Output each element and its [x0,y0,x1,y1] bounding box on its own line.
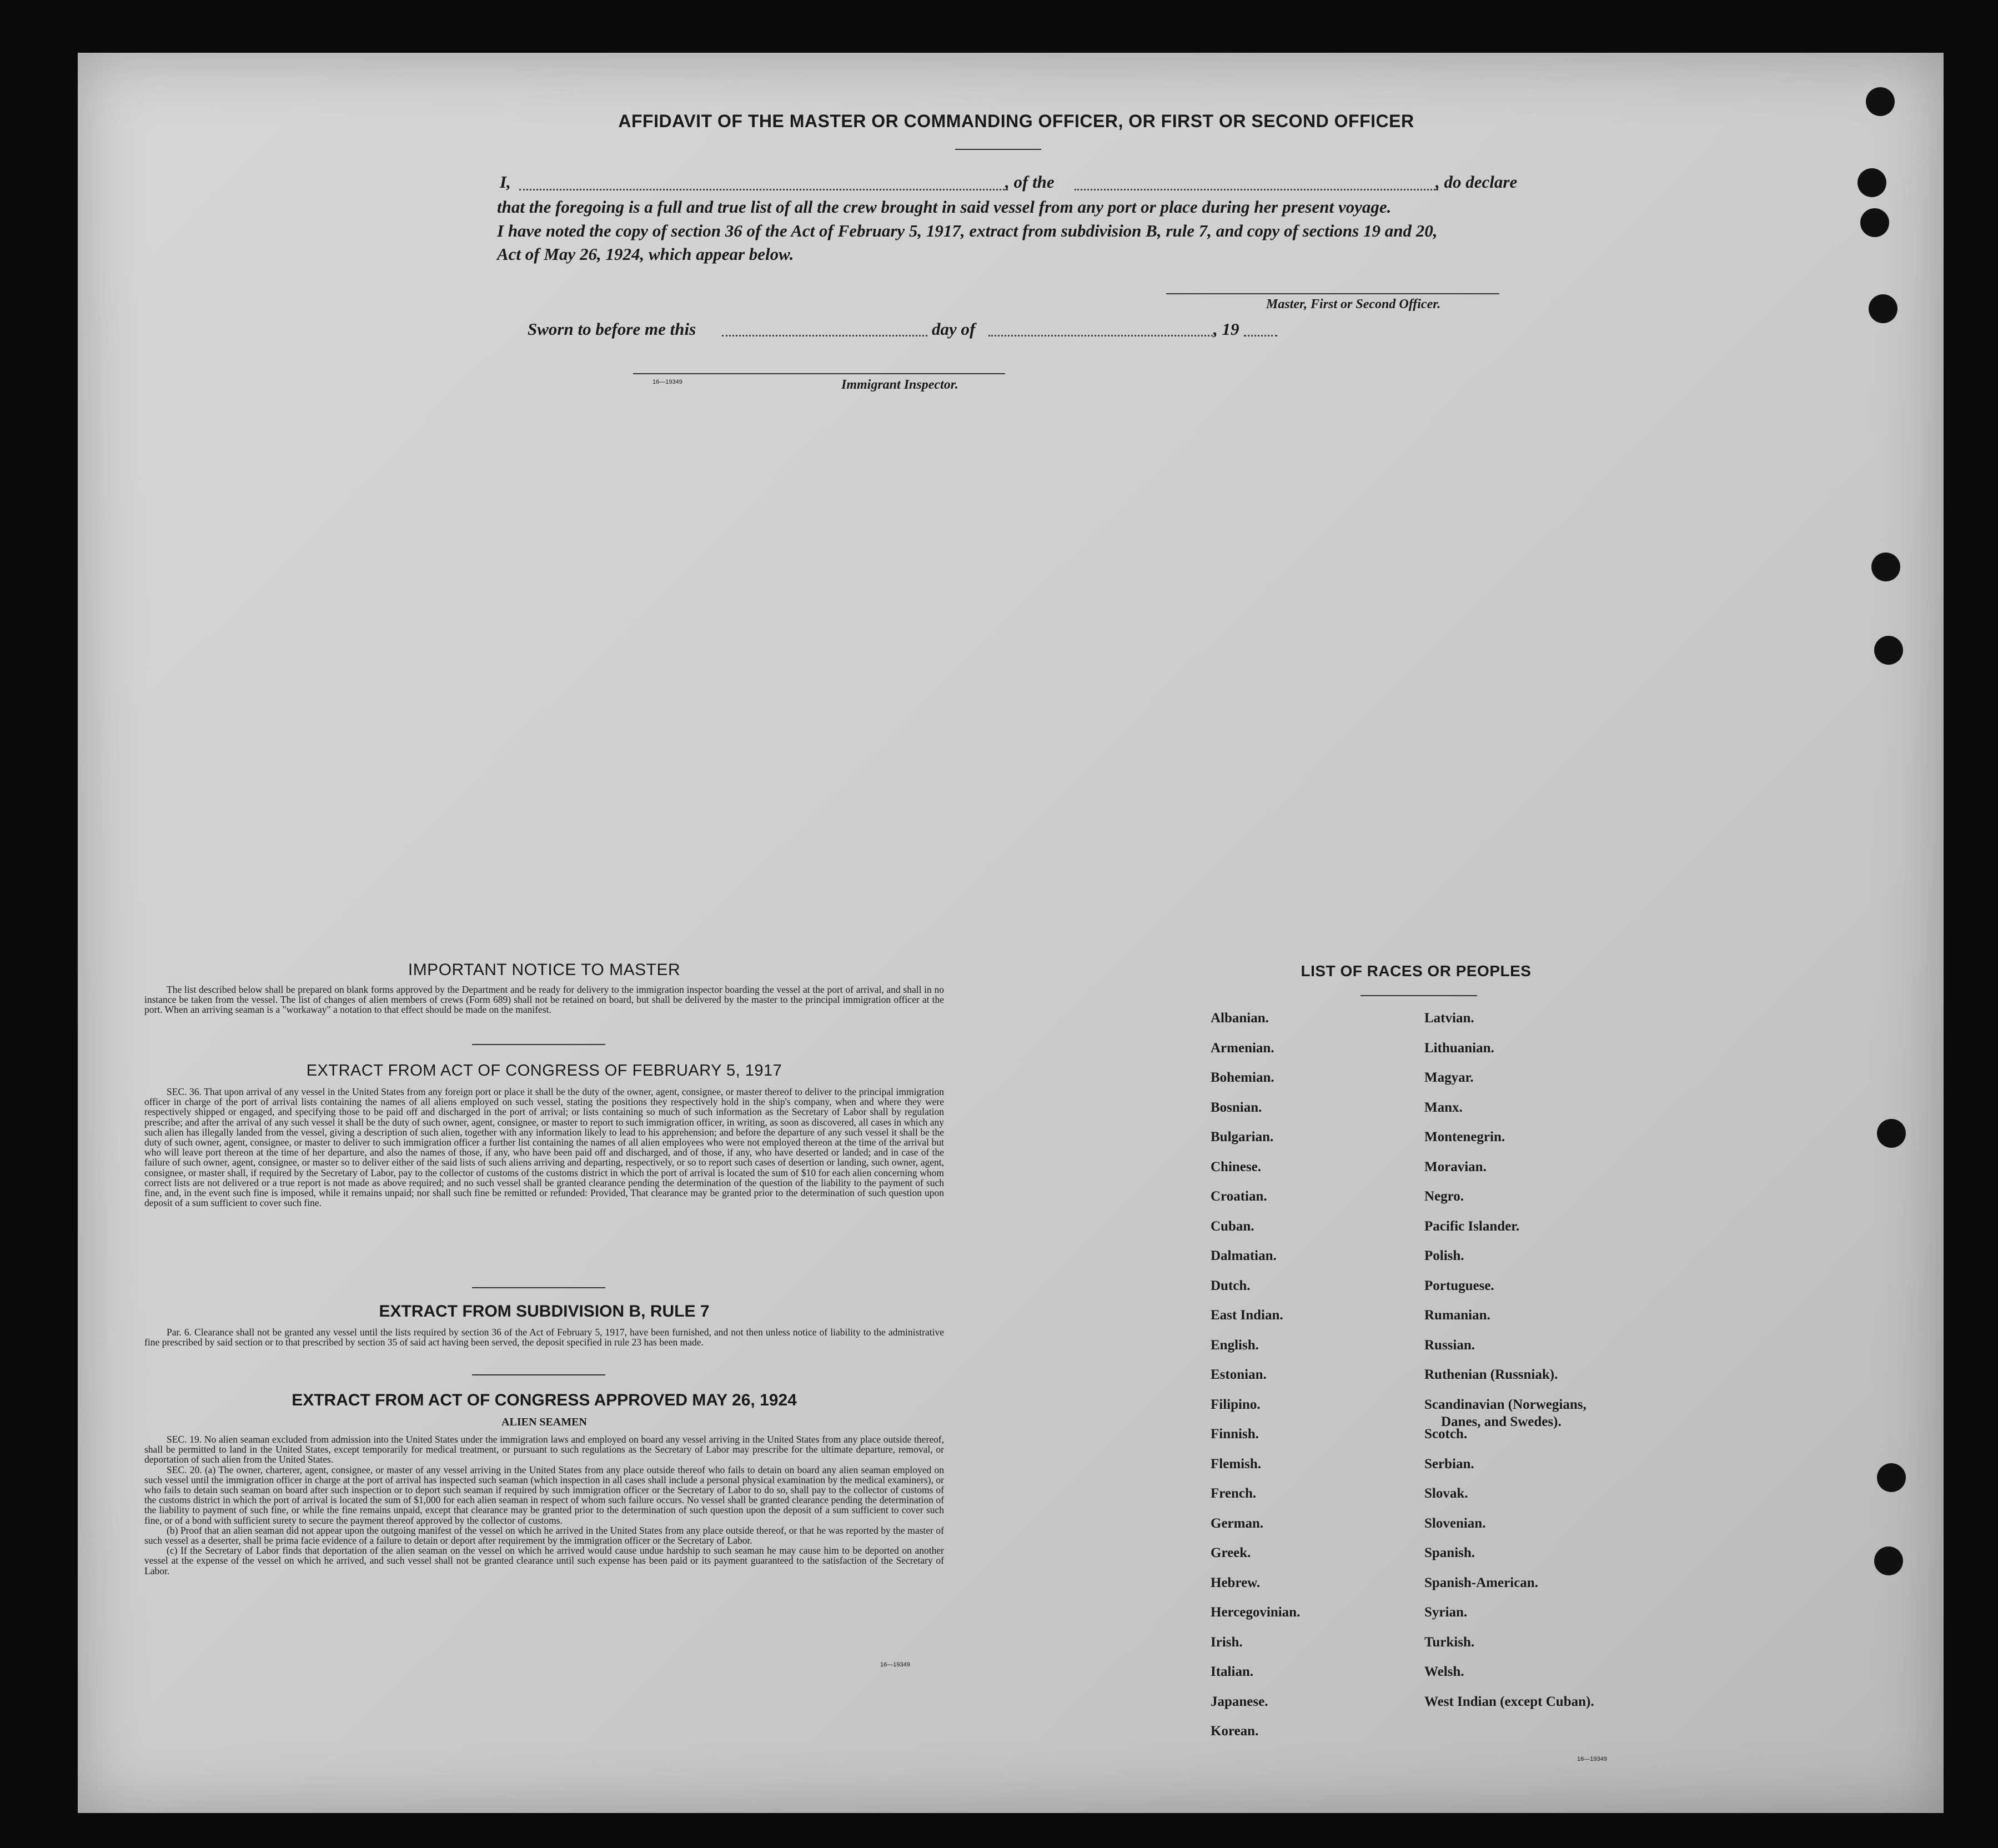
extract-rule7-title: EXTRACT FROM SUBDIVISION B, RULE 7 [379,1302,710,1320]
affidavit-line3: I have noted the copy of section 36 of the Act of February 5, 1917, extract from subdivision B, rule 7, and copy of sections 19 and 20, [497,221,1438,240]
race-item: Hercegovinian. [1211,1605,1301,1620]
extract-1924-sections [144,1434,944,1576]
extract-1924-title: EXTRACT FROM ACT OF CONGRESS APPROVED MAY 26, 1924 [292,1391,797,1409]
alien-seamen-subtitle: ALIEN SEAMEN [501,1416,587,1428]
sworn-day-blank[interactable] [722,335,927,337]
race-item: Slovak. [1424,1486,1468,1501]
race-item: Turkish. [1424,1634,1475,1650]
race-item: Pacific Islander. [1424,1218,1520,1234]
name-blank[interactable] [519,189,1008,190]
signature-line[interactable] [1166,293,1499,294]
race-item: Italian. [1211,1664,1254,1679]
race-item: Rumanian. [1424,1308,1490,1323]
race-item: Portuguese. [1424,1278,1494,1293]
affidavit-line4: Act of May 26, 1924, which appear below. [497,244,794,264]
inspector-signature-line[interactable] [633,373,1005,374]
master-signature-label: Master, First or Second Officer. [1266,297,1441,312]
race-item: Spanish. [1424,1545,1475,1560]
race-item: Flemish. [1211,1456,1261,1472]
race-item: Russian. [1424,1337,1475,1353]
race-item: Montenegrin. [1424,1129,1505,1144]
sec19-text: SEC. 19. No alien seaman excluded from admission into the United States under the immigration laws and employed on board any vessel arriving in the United States from any place outside thereof, shall be permitted to land in the United States, except temporarily for medical treatment, or pursuant to such regulations as the Secretary of Labor may prescribe for the ultimate departure, removal, or deportation of such alien from the United States. [144,1434,944,1465]
affidavit-of-the-label: , of the [1005,172,1055,192]
binder-hole-icon [1860,208,1889,237]
binder-hole-icon [1866,87,1895,116]
sworn-month-blank[interactable] [988,335,1216,337]
race-item: Filipino. [1211,1397,1261,1412]
race-item: German. [1211,1515,1264,1531]
form-code: 16—19349 [880,1661,910,1668]
race-item: Lithuanian. [1424,1040,1494,1056]
race-item: Scotch. [1424,1427,1468,1442]
race-item: Finnish. [1211,1427,1259,1442]
sec20c-text: (c) If the Secretary of Labor finds that deportation of the alien seaman on the vessel on which he arrived would cause undue hardship to such seaman he may cause him to be deported on another vessel at the expense of the vessel on which he arrived, and such vessel shall not be granted clearance until such expense has been paid or its payment guaranteed to the satisfaction of the Secretary of Labor. [144,1545,944,1576]
race-item: Bosnian. [1211,1099,1262,1115]
divider [472,1044,605,1045]
year-blank[interactable] [1244,335,1277,337]
race-item: Estonian. [1211,1367,1267,1382]
inspector-label: Immigrant Inspector. [841,378,958,392]
binder-hole-icon [1858,168,1886,197]
year-label: , 19 [1213,319,1239,339]
divider [955,149,1041,150]
race-item: Spanish-American. [1424,1575,1538,1590]
race-item: Bohemian. [1211,1070,1274,1085]
race-item: Chinese. [1211,1159,1261,1174]
notice-text: The list described below shall be prepared on blank forms approved by the Department and be ready for delivery to the immigration inspector boarding the vessel at the port of arrival, and shall in no instance be taken from the vessel. The list of changes of alien members of crews (Form 689) shall not be retained on board, but shall be delivered by the master to the principal immigration officer at the port. When an arriving seaman is a "workaway" a notation to that effect should be made on the manifest. [144,984,944,1016]
race-item: Japanese. [1211,1694,1268,1709]
race-item: Dutch. [1211,1278,1251,1293]
divider [1361,995,1477,996]
form-code: 16—19349 [652,379,682,385]
affidavit-line2: that the foregoing is a full and true list of all the crew brought in said vessel from any port or place during her present voyage. [497,197,1392,217]
race-item: Ruthenian (Russniak). [1424,1367,1558,1382]
affidavit-title: AFFIDAVIT OF THE MASTER OR COMMANDING OFFICER, OR FIRST OR SECOND OFFICER [618,111,1414,131]
notice-title: IMPORTANT NOTICE TO MASTER [408,961,681,979]
extract-1917-text: SEC. 36. That upon arrival of any vessel in the United States from any foreign port or place it shall be the duty of the owner, agent, consignee, or master thereof to deliver to the principal immigration officer in charge of the port of arrival lists containing the names of all aliens employed on such vessel, stating the positions they respectively hold in the ship's company, when and where they were respectively shipped or engaged, and specifying those to be paid off and discharged in the port of arrival; or lists containing so much of such information as the Secretary of Labor shall by regulation prescribe; and after the arrival of any such vessel it shall be the duty of such owner, agent, consignee, or master to report to such immigration officer, in writing, as soon as discovered, all cases in which any such alien has illegally landed from the vessel, giving a description of such alien, together with any information likely to lead to his apprehension; and before the departure of any such vessel it shall be the duty of such owner, agent, consignee, or master to deliver to such immigration officer a further list containing the names of all alien employees who were not employed thereon at the time of the arrival but who will leave port thereon at the time of her departure, and also the names of those, if any, who have been paid off and discharged, and of those, if any, who have deserted or landed; and in case of the failure of such owner, agent, consignee, or master so to deliver either of the said lists of such aliens arriving and departing, respectively, or so to report such cases of desertion or landing, such owner, agent, consignee, or master shall, if required by the Secretary of Labor, pay to the collector of customs of the customs district in which the port of arrival is located the sum of $10 for each alien concerning whom correct lists are not delivered or a true report is not made as above required; and no such vessel shall be granted clearance pending the determination of the question of the liability to the payment of such fine, and, in the event such fine is imposed, while it remains unpaid; nor shall such fine be remitted or refunded: Provided, That clearance may be granted prior to the determination of such question upon deposit of a sum sufficient to cover such fine. [144,1086,944,1209]
race-item: Albanian. [1211,1011,1269,1026]
binder-hole-icon [1871,553,1900,581]
binder-hole-icon [1874,636,1903,665]
sworn-label: Sworn to before me this [528,319,696,339]
form-code: 16—19349 [1577,1756,1607,1762]
binder-hole-icon [1874,1546,1903,1575]
race-item: Armenian. [1211,1040,1274,1056]
race-item: Syrian. [1424,1605,1468,1620]
race-item: French. [1211,1486,1257,1501]
race-item: Cuban. [1211,1218,1254,1234]
race-item: West Indian (except Cuban). [1424,1694,1594,1709]
race-item: Irish. [1211,1634,1243,1650]
race-item: English. [1211,1337,1259,1353]
sec20b-text: (b) Proof that an alien seaman did not appear upon the outgoing manifest of the vessel on which he arrived in the United States from any place outside thereof, or that he was reported by the master of such vessel as a deserter, shall be prima facie evidence of a failure to detain or deport after requirement by the immigration officer or the Secretary of Labor. [144,1524,944,1546]
race-item: Croatian. [1211,1189,1267,1204]
race-item: Bulgarian. [1211,1129,1274,1144]
extract-1917-title: EXTRACT FROM ACT OF CONGRESS OF FEBRUARY 5, 1917 [306,1062,782,1079]
race-item: Slovenian. [1424,1515,1486,1531]
extract-rule7-text: Par. 6. Clearance shall not be granted any vessel until the lists required by section 36 of the Act of February 5, 1917, have been furnished, and not then unless notice of liability to the administrative fine prescribed by said section or to that prescribed by section 35 of said act having been served, the deposit specified in rule 23 has been made. [144,1327,944,1348]
binder-hole-icon [1877,1463,1906,1492]
race-item: Manx. [1424,1099,1463,1115]
race-item: Dalmatian. [1211,1248,1277,1263]
race-item: Scandinavian (Norwegians, [1424,1397,1587,1412]
binder-hole-icon [1877,1119,1906,1148]
affidavit-declare-label: , do declare [1435,172,1518,192]
race-item: Korean. [1211,1724,1259,1739]
divider [472,1374,605,1375]
race-item: Welsh. [1424,1664,1464,1679]
race-item: Latvian. [1424,1011,1474,1026]
affidavit-i-label: I, [500,172,511,192]
divider [472,1287,605,1288]
race-item: Greek. [1211,1545,1251,1560]
race-item: Moravian. [1424,1159,1487,1174]
race-item: Hebrew. [1211,1575,1261,1590]
race-item: Serbian. [1424,1456,1474,1472]
vessel-blank[interactable] [1075,189,1438,190]
sec20a-text: SEC. 20. (a) The owner, charterer, agent, consignee, or master of any vessel arriving in the United States from any place outside thereof who fails to detain on board any alien seaman employed on such vessel until the immigration officer in charge at the port of arrival has inspected such seaman (which inspection in all cases shall include a personal physical examination by the medical examiners), or who fails to detain such seaman on board after such inspection or to deport such seaman if required by such immigration officer or the Secretary of Labor to do so, shall pay to the collector of customs of the customs district in which the port of arrival is located the sum of $1,000 for each alien seaman in respect of whom such failure occurs. No vessel shall be granted clearance pending the determination of the liability to payment of such fine, or while the fine remains unpaid, except that clearance may be granted prior to the determination of such question upon the deposit of a sum sufficient to cover such fine, or of a bond with sufficient surety to secure the payment thereof approved by the collector of customs. [144,1464,944,1526]
race-item: Danes, and Swedes). [1441,1414,1562,1429]
race-item: East Indian. [1211,1308,1283,1323]
race-item: Magyar. [1424,1070,1474,1085]
race-item: Negro. [1424,1189,1464,1204]
binder-hole-icon [1869,294,1897,323]
race-item: Polish. [1424,1248,1464,1263]
races-title: LIST OF RACES OR PEOPLES [1301,962,1532,980]
day-of-label: day of [932,319,976,339]
